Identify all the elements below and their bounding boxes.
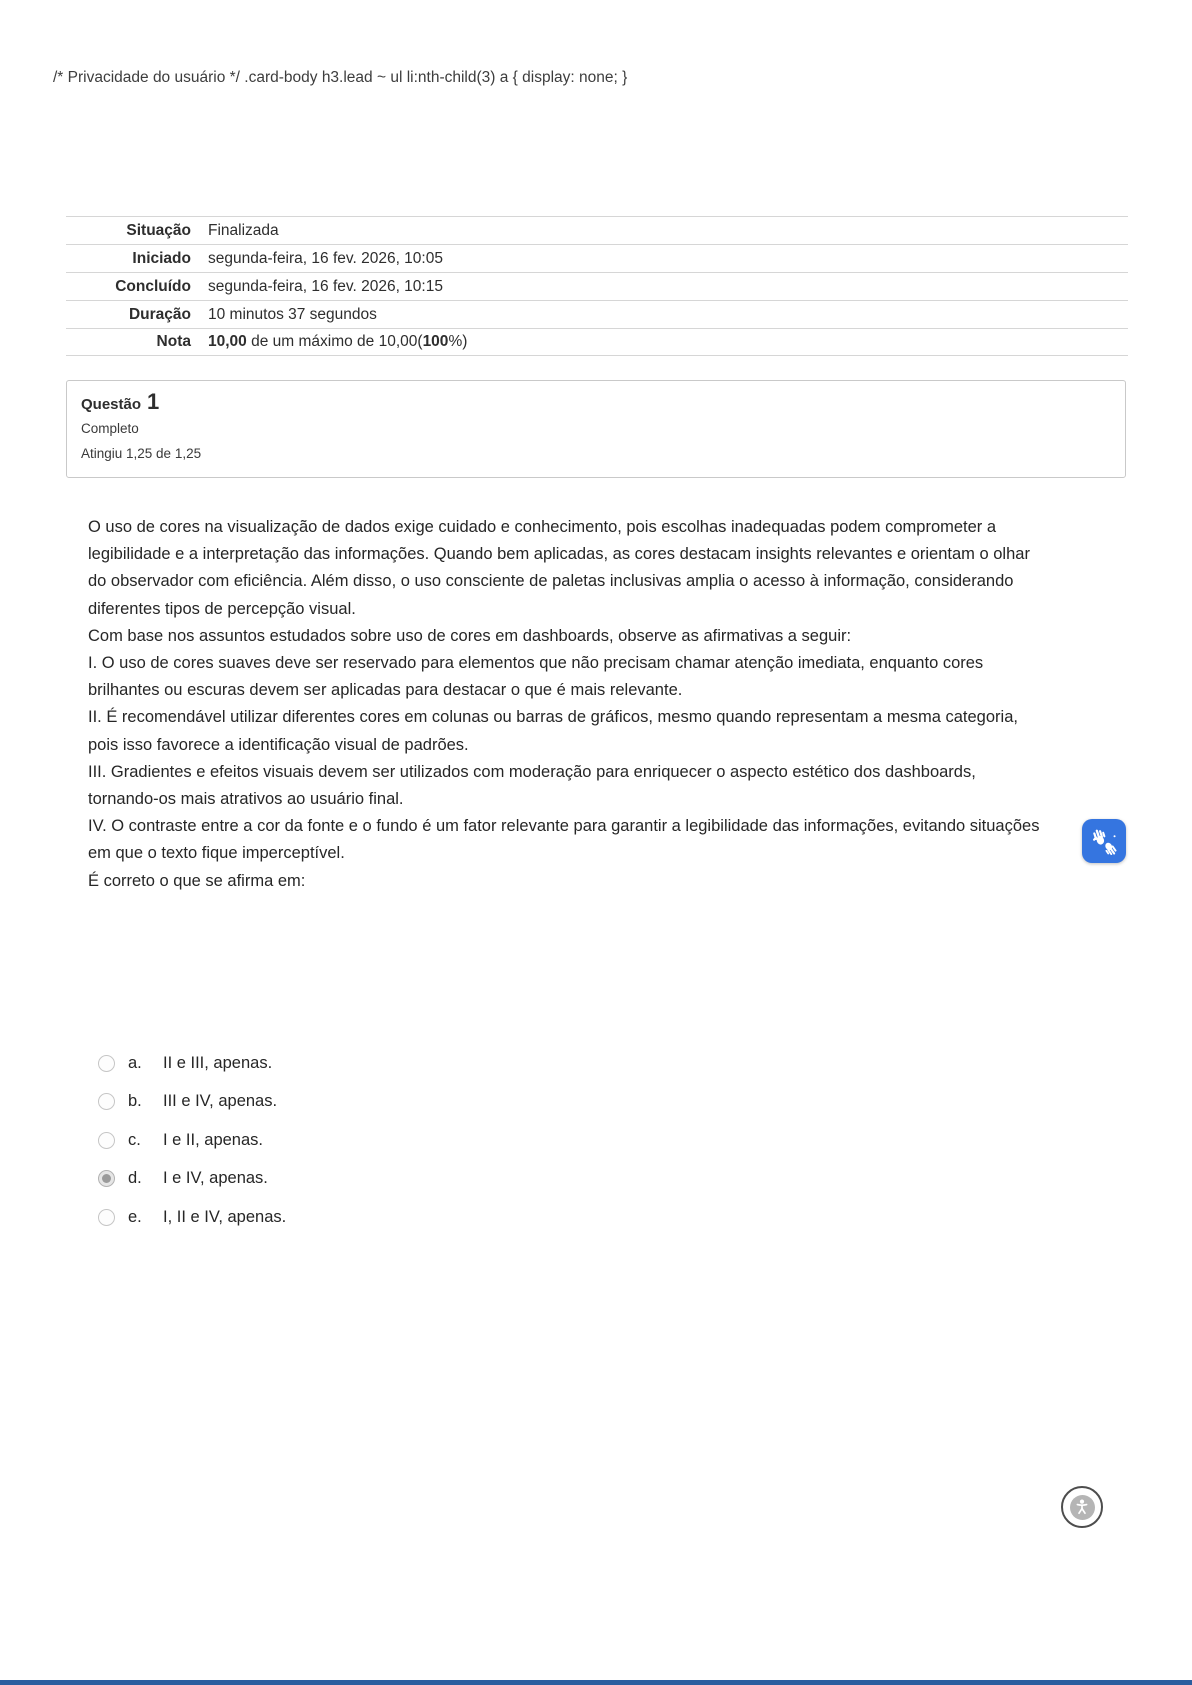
handtalk-button[interactable] (1082, 819, 1126, 863)
radio-button-checked[interactable] (98, 1170, 115, 1187)
row-value: segunda-feira, 16 fev. 2026, 10:15 (208, 277, 443, 295)
question-text-block (88, 514, 1040, 895)
option-text: I e II, apenas. (163, 1130, 263, 1149)
option-b[interactable] (98, 1091, 798, 1113)
question-prompt: É correto o que se afirma em: (88, 871, 306, 890)
row-label: Nota (156, 333, 191, 350)
question-number: 1 (147, 389, 160, 414)
radio-button[interactable] (98, 1093, 115, 1110)
option-letter: b. (128, 1092, 142, 1110)
question-title-word: Questão (81, 396, 142, 413)
accessibility-person-icon (1070, 1495, 1095, 1520)
row-value: segunda-feira, 16 fev. 2026, 10:05 (208, 249, 443, 267)
option-letter: e. (128, 1207, 142, 1226)
attempt-summary-table (66, 216, 1128, 356)
answer-options (98, 1052, 798, 1245)
footer-accent-bar (0, 1680, 1192, 1685)
question-title (81, 390, 1111, 417)
row-value: 10,00 de um máximo de 10,00(100%) (208, 333, 468, 350)
question-paragraph: Com base nos assuntos estudados sobre uso de cores em dashboards, observe as afirmativas a seguir: (88, 626, 852, 645)
option-e[interactable] (98, 1206, 798, 1228)
option-c[interactable] (98, 1129, 798, 1151)
row-value: Finalizada (208, 221, 279, 239)
radio-button[interactable] (98, 1132, 115, 1149)
row-value: 10 minutos 37 segundos (208, 305, 377, 323)
table-row-grade (66, 328, 1128, 356)
option-text: II e III, apenas. (163, 1053, 273, 1072)
table-row (66, 272, 1128, 300)
question-status: Completo (81, 421, 139, 436)
option-text: III e IV, apenas. (163, 1092, 278, 1110)
question-info-card (66, 380, 1126, 478)
css-code-line: /* Privacidade do usuário */ .card-body h3.lead ~ ul li:nth-child(3) a { display: none; } (53, 69, 628, 86)
table-row (66, 216, 1128, 244)
question-statement-4: IV. O contraste entre a cor da fonte e o fundo é um fator relevante para garantir a legibilidade das informações, evitando situações em que o texto fique imperceptível. (88, 817, 1040, 863)
radio-button[interactable] (98, 1209, 115, 1226)
question-grade: Atingiu 1,25 de 1,25 (81, 446, 202, 461)
table-row (66, 244, 1128, 272)
option-a[interactable] (98, 1052, 798, 1074)
accessibility-button[interactable] (1061, 1486, 1103, 1528)
option-text: I e IV, apenas. (163, 1169, 268, 1187)
row-label: Situação (126, 221, 191, 239)
row-label: Iniciado (132, 249, 191, 267)
question-statement-3: III. Gradientes e efeitos visuais devem ser utilizados com moderação para enriquecer o aspecto estético dos dashboards, tornando-os mais atrativos ao usuário final. (88, 762, 976, 809)
option-text: I, II e IV, apenas. (163, 1207, 287, 1226)
row-label: Concluído (115, 277, 191, 295)
question-statement-1: I. O uso de cores suaves deve ser reservado para elementos que não precisam chamar atenção imediata, enquanto cores brilhantes ou escuras devem ser aplicadas para destacar o que é mais relevante. (88, 654, 984, 700)
question-statement-2: II. É recomendável utilizar diferentes cores em colunas ou barras de gráficos, mesmo quando representam a mesma categoria, pois isso favorece a identificação visual de padrões. (88, 708, 1018, 754)
option-letter: d. (128, 1169, 142, 1187)
option-d-selected[interactable] (98, 1168, 798, 1190)
radio-button[interactable] (98, 1055, 115, 1072)
sign-language-icon (1088, 825, 1120, 857)
table-row (66, 300, 1128, 328)
option-letter: c. (128, 1130, 141, 1149)
option-letter: a. (128, 1053, 142, 1072)
question-paragraph: O uso de cores na visualização de dados exige cuidado e conhecimento, pois escolhas inadequadas podem comprometer a legibilidade e a interpretação das informações. Quando bem aplicadas, as cores destacam insights relevantes e orientam o olhar do observador com eficiência. Além disso, o uso consciente de paletas inclusivas amplia o acesso à informação, considerando diferentes tipos de percepção visual. (88, 518, 1030, 618)
row-label: Duração (128, 305, 191, 323)
